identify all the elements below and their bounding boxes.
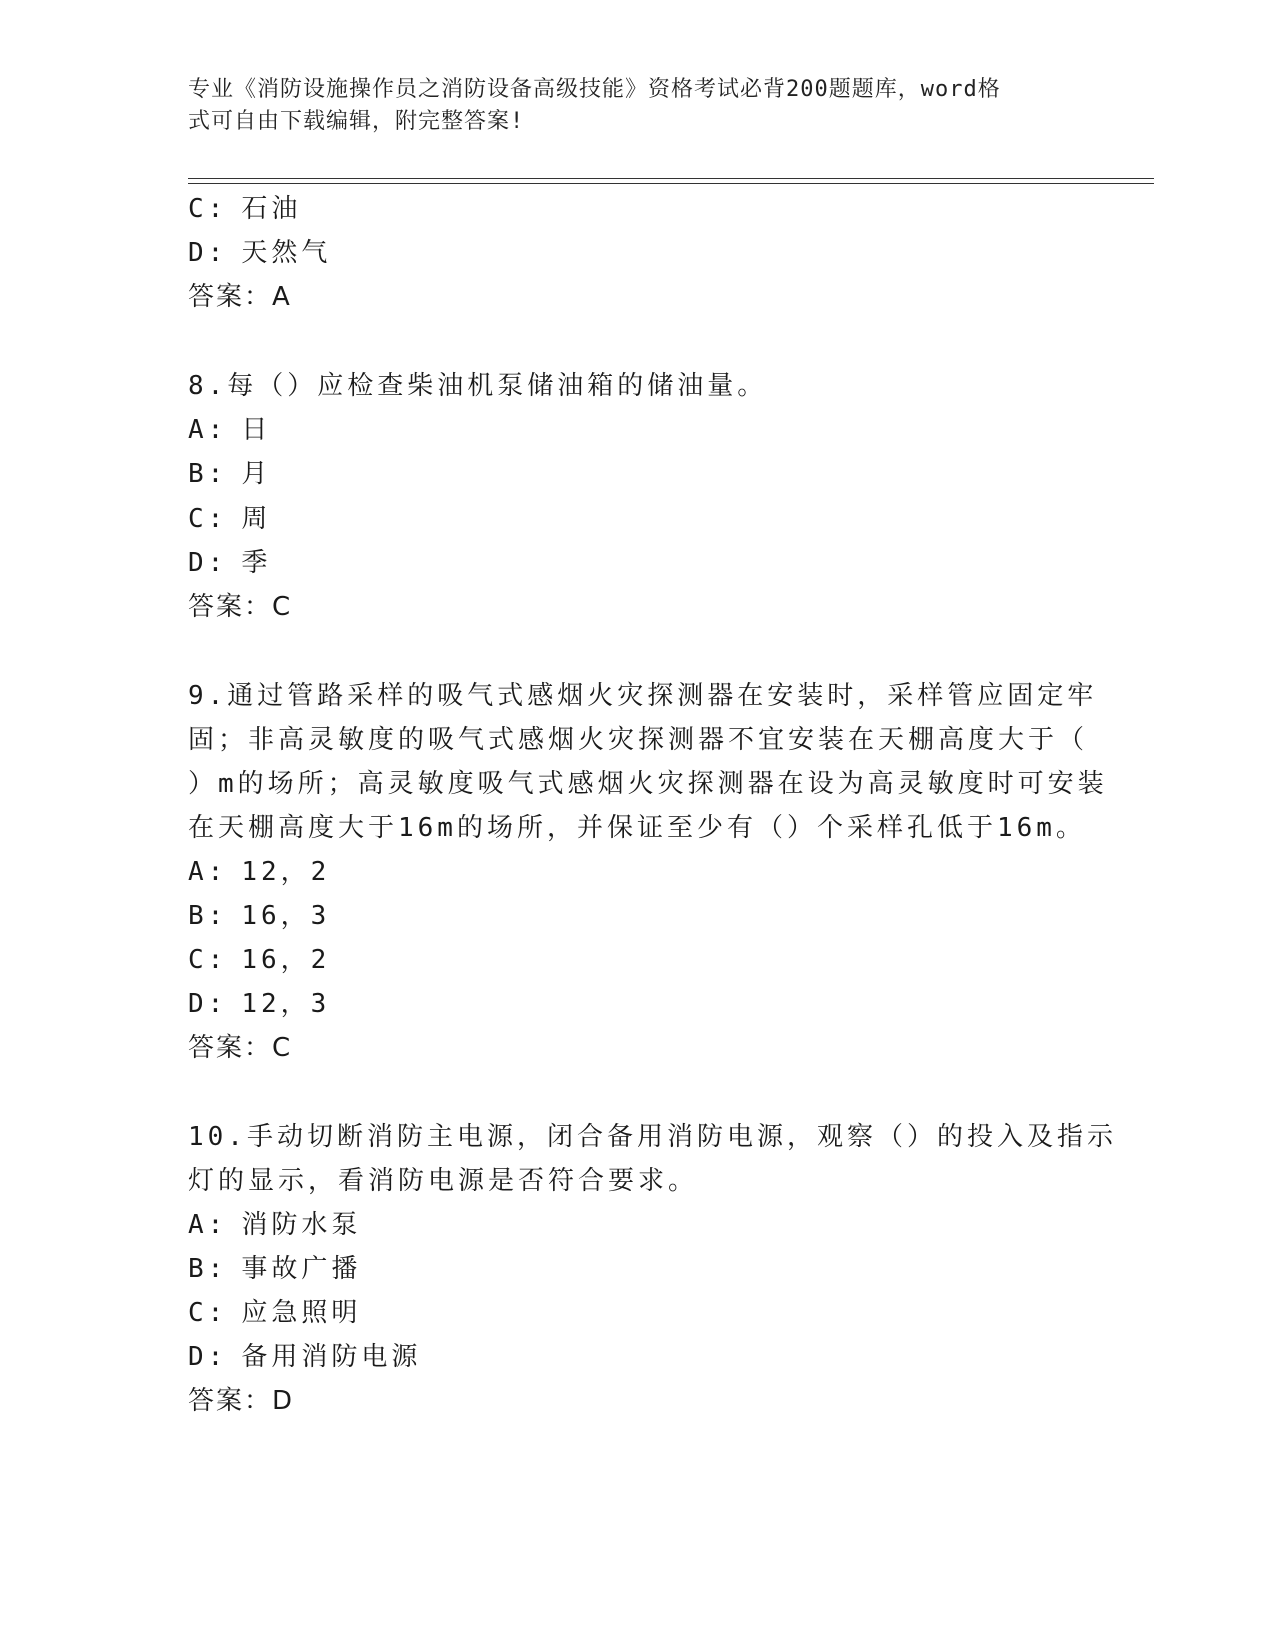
option-text: 16，3 [241, 901, 331, 931]
header-divider-top [188, 178, 1154, 179]
option-text: 备用消防电源 [241, 1342, 422, 1372]
q8-stem: 8.每（）应检查柴油机泵储油箱的储油量。 [188, 371, 768, 401]
option-text: 12，3 [241, 989, 331, 1019]
option-text: 12，2 [241, 857, 331, 887]
q10-stem-line: 10.手动切断消防主电源，闭合备用消防电源，观察（）的投入及指示 [188, 1122, 1117, 1152]
option-text: 消防水泵 [241, 1210, 362, 1240]
option-letter: C: [188, 1298, 228, 1328]
q10-stem-line: 灯的显示，看消防电源是否符合要求。 [188, 1166, 699, 1196]
header-line-1: 专业《消防设施操作员之消防设备高级技能》资格考试必背200题题库，word格 [188, 77, 1001, 102]
header-divider-bottom [188, 183, 1154, 184]
option-letter: C: [188, 194, 228, 224]
q9-answer: 答案：C [188, 1033, 293, 1063]
q9-stem-line: ）m的场所；高灵敏度吸气式感烟火灾探测器在设为高灵敏度时可安装 [188, 769, 1108, 799]
option-text: 月 [241, 459, 272, 489]
option-text: 应急照明 [241, 1298, 362, 1328]
option-letter: A: [188, 415, 228, 445]
option-text: 日 [241, 415, 272, 445]
q7-option-c [188, 193, 301, 225]
option-text: 事故广播 [241, 1254, 362, 1284]
option-letter: D: [188, 548, 228, 578]
option-letter: B: [188, 901, 228, 931]
q9-option-a [188, 856, 330, 888]
q8-option-b [188, 458, 271, 490]
q7-answer: 答案：A [188, 282, 292, 312]
q10-option-c [188, 1297, 361, 1329]
option-text: 季 [241, 548, 272, 578]
document-header [188, 74, 1068, 138]
option-letter: A: [188, 857, 228, 887]
q9-option-d [188, 988, 330, 1020]
q10-option-a [188, 1209, 361, 1241]
q9-stem-line: 固；非高灵敏度的吸气式感烟火灾探测器不宜安装在天棚高度大于（ [188, 725, 1089, 755]
header-line-2: 式可自由下载编辑，附完整答案! [188, 109, 525, 134]
q9-stem-line: 9.通过管路采样的吸气式感烟火灾探测器在安装时，采样管应固定牢 [188, 681, 1098, 711]
q10-answer: 答案：D [188, 1386, 295, 1416]
q10-option-b [188, 1253, 361, 1285]
option-text: 石油 [241, 194, 302, 224]
option-letter: D: [188, 989, 228, 1019]
option-letter: D: [188, 1342, 228, 1372]
q9-option-c [188, 944, 330, 976]
q10-option-d [188, 1341, 421, 1373]
option-letter: D: [188, 238, 228, 268]
option-letter: B: [188, 1254, 228, 1284]
q9-option-b [188, 900, 330, 932]
option-letter: A: [188, 1210, 228, 1240]
q9-stem-line: 在天棚高度大于16m的场所，并保证至少有（）个采样孔低于16m。 [188, 813, 1086, 843]
option-letter: C: [188, 945, 228, 975]
q8-option-c [188, 503, 271, 535]
q8-option-a [188, 414, 271, 446]
q8-answer: 答案：C [188, 592, 293, 622]
option-text: 16，2 [241, 945, 331, 975]
option-text: 周 [241, 504, 272, 534]
q8-option-d [188, 547, 271, 579]
option-letter: C: [188, 504, 228, 534]
option-letter: B: [188, 459, 228, 489]
q7-option-d [188, 237, 331, 269]
option-text: 天然气 [241, 238, 332, 268]
